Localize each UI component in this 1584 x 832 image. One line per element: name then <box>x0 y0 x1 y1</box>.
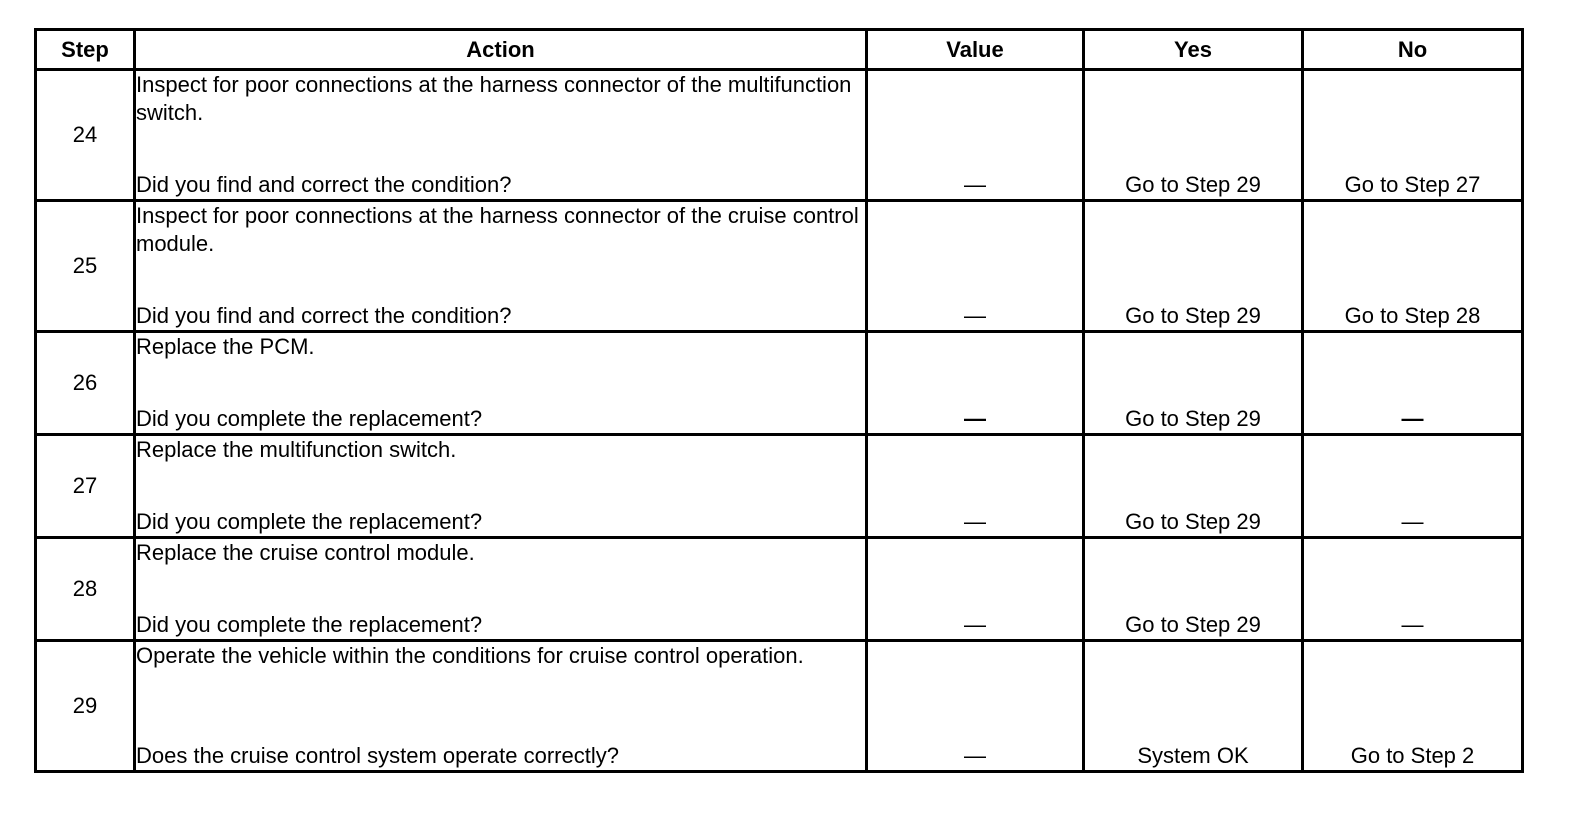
step-number: 29 <box>36 641 135 772</box>
value-cell: — <box>867 332 1084 435</box>
table-row <box>36 538 1523 641</box>
action-question: Does the cruise control system operate correctly? <box>136 743 619 768</box>
no-cell: — <box>1303 332 1523 435</box>
action-instruction: Replace the multifunction switch. <box>136 437 457 462</box>
action-question: Did you complete the replacement? <box>136 406 483 431</box>
yes-cell: Go to Step 29 <box>1084 70 1303 201</box>
action-instruction: Operate the vehicle within the conditions for cruise control operation. <box>136 643 804 668</box>
value-cell: — <box>867 641 1084 772</box>
action-cell <box>135 538 867 641</box>
table-row <box>36 435 1523 538</box>
header-no: No <box>1303 30 1523 70</box>
action-question: Did you find and correct the condition? <box>136 172 512 197</box>
no-cell: Go to Step 2 <box>1303 641 1523 772</box>
no-cell: Go to Step 27 <box>1303 70 1523 201</box>
header-action: Action <box>135 30 867 70</box>
action-instruction: Inspect for poor connections at the harness connector of the multifunction switch. <box>136 72 852 125</box>
value-cell: — <box>867 201 1084 332</box>
step-number: 27 <box>36 435 135 538</box>
header-step: Step <box>36 30 135 70</box>
no-cell: — <box>1303 435 1523 538</box>
action-question: Did you complete the replacement? <box>136 612 483 637</box>
action-instruction: Replace the PCM. <box>136 334 315 359</box>
action-cell <box>135 201 867 332</box>
table-row <box>36 70 1523 201</box>
no-cell: Go to Step 28 <box>1303 201 1523 332</box>
table-row <box>36 201 1523 332</box>
yes-cell: Go to Step 29 <box>1084 332 1303 435</box>
yes-cell: System OK <box>1084 641 1303 772</box>
no-cell: — <box>1303 538 1523 641</box>
action-instruction: Inspect for poor connections at the harness connector of the cruise control module. <box>136 203 859 256</box>
table-row <box>36 641 1523 772</box>
diagnostic-steps-table <box>34 28 1524 773</box>
action-cell <box>135 435 867 538</box>
action-cell <box>135 70 867 201</box>
value-cell: — <box>867 70 1084 201</box>
value-cell: — <box>867 435 1084 538</box>
header-row <box>36 30 1523 70</box>
step-number: 26 <box>36 332 135 435</box>
yes-cell: Go to Step 29 <box>1084 201 1303 332</box>
step-number: 28 <box>36 538 135 641</box>
action-question: Did you complete the replacement? <box>136 509 483 534</box>
step-number: 24 <box>36 70 135 201</box>
yes-cell: Go to Step 29 <box>1084 435 1303 538</box>
action-question: Did you find and correct the condition? <box>136 303 512 328</box>
action-cell <box>135 641 867 772</box>
table-row <box>36 332 1523 435</box>
header-yes: Yes <box>1084 30 1303 70</box>
value-cell: — <box>867 538 1084 641</box>
action-instruction: Replace the cruise control module. <box>136 540 475 565</box>
yes-cell: Go to Step 29 <box>1084 538 1303 641</box>
action-cell <box>135 332 867 435</box>
step-number: 25 <box>36 201 135 332</box>
header-value: Value <box>867 30 1084 70</box>
